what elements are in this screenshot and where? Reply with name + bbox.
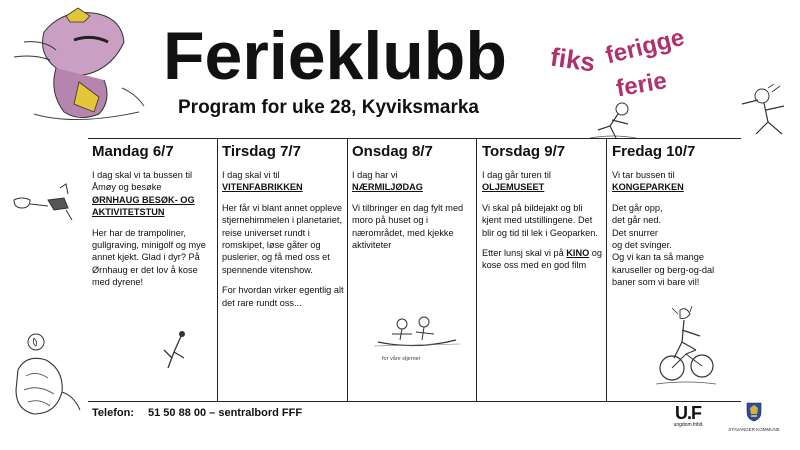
boy-with-spiral-sketch (6, 330, 84, 418)
activity-keyword: KONGEPARKEN (612, 182, 684, 193)
activity-description: Vi tilbringer en dag fylt med moro på huset og i nærområdet, med kjekke aktiviteter (352, 202, 464, 251)
mascot-illustration (4, 2, 154, 127)
activity-keyword: OLJEMUSEET (482, 182, 545, 193)
activity-note: For hvordan virker egentlig alt det rare rundt oss... (222, 285, 344, 308)
column-divider-2 (347, 138, 348, 401)
activity-intro: I dag har vi (352, 170, 398, 180)
sketch-caption: for våre stjerner (382, 356, 421, 362)
running-figure-sketch (588, 100, 638, 142)
day-column-thursday (482, 143, 604, 280)
activity-keyword: ØRNHAUG BESØK- OG AKTIVITETSTUN (92, 194, 195, 218)
activity-description: Vi skal på bildejakt og bli kjent med utstillingene. Det blir og tid til lek i Geoparken. (482, 202, 598, 238)
page-subtitle: Program for uke 28, Kyviksmarka (178, 97, 479, 118)
day-heading: Torsdag 9/7 (482, 143, 566, 160)
fiks-ferigge-ferie-logo (548, 22, 698, 102)
poem-line: Det snurrer (612, 227, 658, 238)
column-divider-1 (217, 138, 218, 401)
uf-logo-mark: U.F (675, 403, 701, 423)
jumping-figure-sketch (738, 84, 788, 142)
activity-keyword: VITENFABRIKKEN (222, 182, 303, 193)
activity-description: Her har de trampoliner, gullgraving, minigolf og mye annet kjekt. Glad i dyr? På Ørnhaug er det lov å kose med dyrene! (92, 227, 206, 288)
day-column-friday (612, 143, 738, 297)
phone-label: Telefon: (92, 407, 134, 419)
activity-intro: I dag skal vi ta bussen til Åmøy og besøke (92, 170, 193, 193)
activity-description: Her får vi blant annet oppleve stjernehimmelen i planetariet, reise universet rundt i romskipet, løse gåter og puslerier, og få med oss et spennende vitenshow. (222, 202, 343, 275)
poem-line: Og vi kan ta så mange karuseller og berg-og-dal baner som vi bare vil! (612, 252, 715, 288)
column-divider-4 (606, 138, 607, 401)
day-heading: Mandag 6/7 (92, 143, 174, 160)
stavanger-kommune-logo (722, 402, 786, 433)
activity-intro: I dag skal vi til (222, 170, 280, 180)
day-column-tuesday (222, 143, 344, 317)
phone-number: 51 50 88 00 – sentralbord FFF (148, 407, 303, 419)
activity-intro: Vi tar bussen til (612, 170, 675, 180)
day-column-wednesday (352, 143, 474, 259)
table-bottom-rule (88, 401, 741, 402)
activity-poem (612, 202, 738, 289)
day-heading: Fredag 10/7 (612, 143, 696, 160)
ungdom-fritid-logo (663, 404, 713, 428)
logo-text-ferie: ferie (614, 67, 669, 102)
poem-line: det går ned. (612, 215, 662, 226)
cyclist-sketch (656, 306, 716, 388)
column-divider-3 (476, 138, 477, 401)
stavanger-logo-caption: STAVANGER KOMMUNE (728, 427, 780, 432)
table-top-rule (88, 138, 741, 139)
activity-keyword: NÆRMILJØDAG (352, 182, 423, 193)
day-column-monday (92, 143, 214, 297)
rowing-boat-sketch (372, 312, 462, 362)
activity-extra-keyword: KINO (566, 248, 590, 259)
stavanger-crest-icon (746, 402, 762, 422)
uf-logo-caption: ungdom.fritid (673, 422, 703, 428)
day-heading: Onsdag 8/7 (352, 143, 433, 160)
activity-intro: I dag går turen til (482, 170, 551, 180)
figure-with-hat-sketch (8, 180, 74, 222)
diving-figure-sketch (162, 328, 188, 374)
activity-extra-outro: og kose oss med en god film (482, 248, 603, 271)
page-title: Ferieklubb (163, 18, 507, 94)
poem-line: Det går opp, (612, 202, 663, 213)
logo-text-fiks: fiks (548, 41, 598, 78)
day-heading: Tirsdag 7/7 (222, 143, 301, 160)
logo-text-ferigge: ferigge (602, 23, 688, 70)
activity-extra-intro: Etter lunsj skal vi på (482, 248, 564, 259)
poem-line: og det svinger. (612, 240, 672, 251)
